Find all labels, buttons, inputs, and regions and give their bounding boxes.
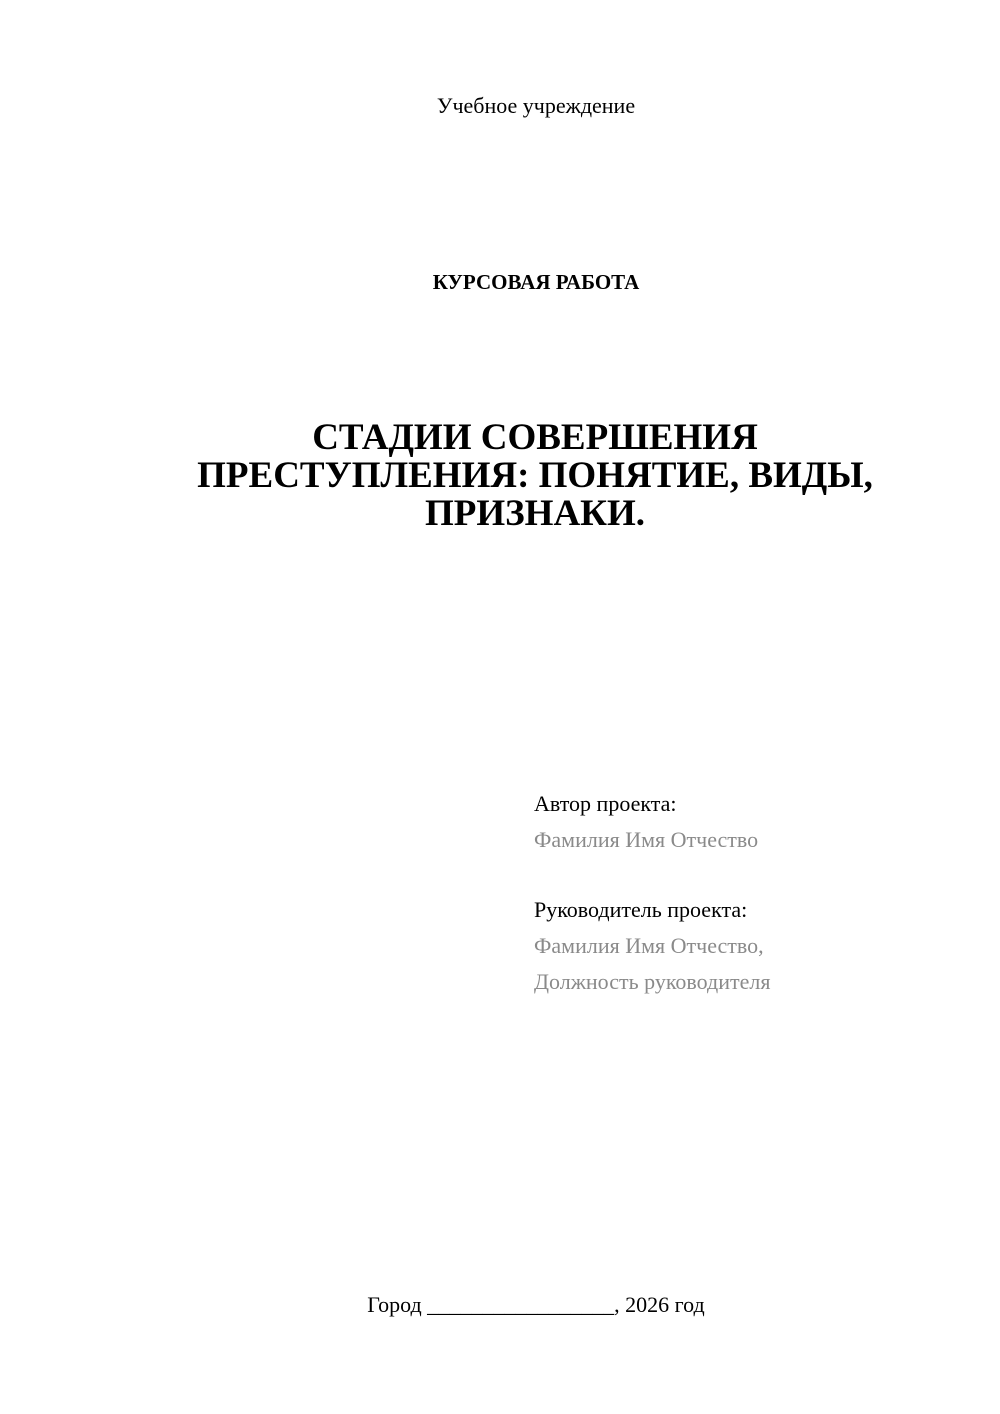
document-type: КУРСОВАЯ РАБОТА	[432, 270, 640, 294]
author-block	[534, 786, 974, 858]
document-title	[130, 419, 940, 533]
author-name: Фамилия Имя Отчество	[534, 827, 759, 852]
supervisor-position: Должность руководителя	[534, 969, 771, 994]
title-line: ПРИЗНАКИ.	[424, 493, 646, 534]
supervisor-label: Руководитель проекта:	[534, 897, 748, 922]
title-line: ПРЕСТУПЛЕНИЯ: ПОНЯТИЕ, ВИДЫ,	[197, 455, 873, 496]
supervisor-block	[534, 892, 974, 1000]
institution-name: Учебное учреждение	[436, 93, 636, 118]
city-year-line: Город _________________, 2026 год	[367, 1292, 705, 1317]
title-line: СТАДИИ СОВЕРШЕНИЯ	[312, 417, 758, 458]
author-label: Автор проекта:	[534, 791, 677, 816]
supervisor-name: Фамилия Имя Отчество,	[534, 933, 764, 958]
